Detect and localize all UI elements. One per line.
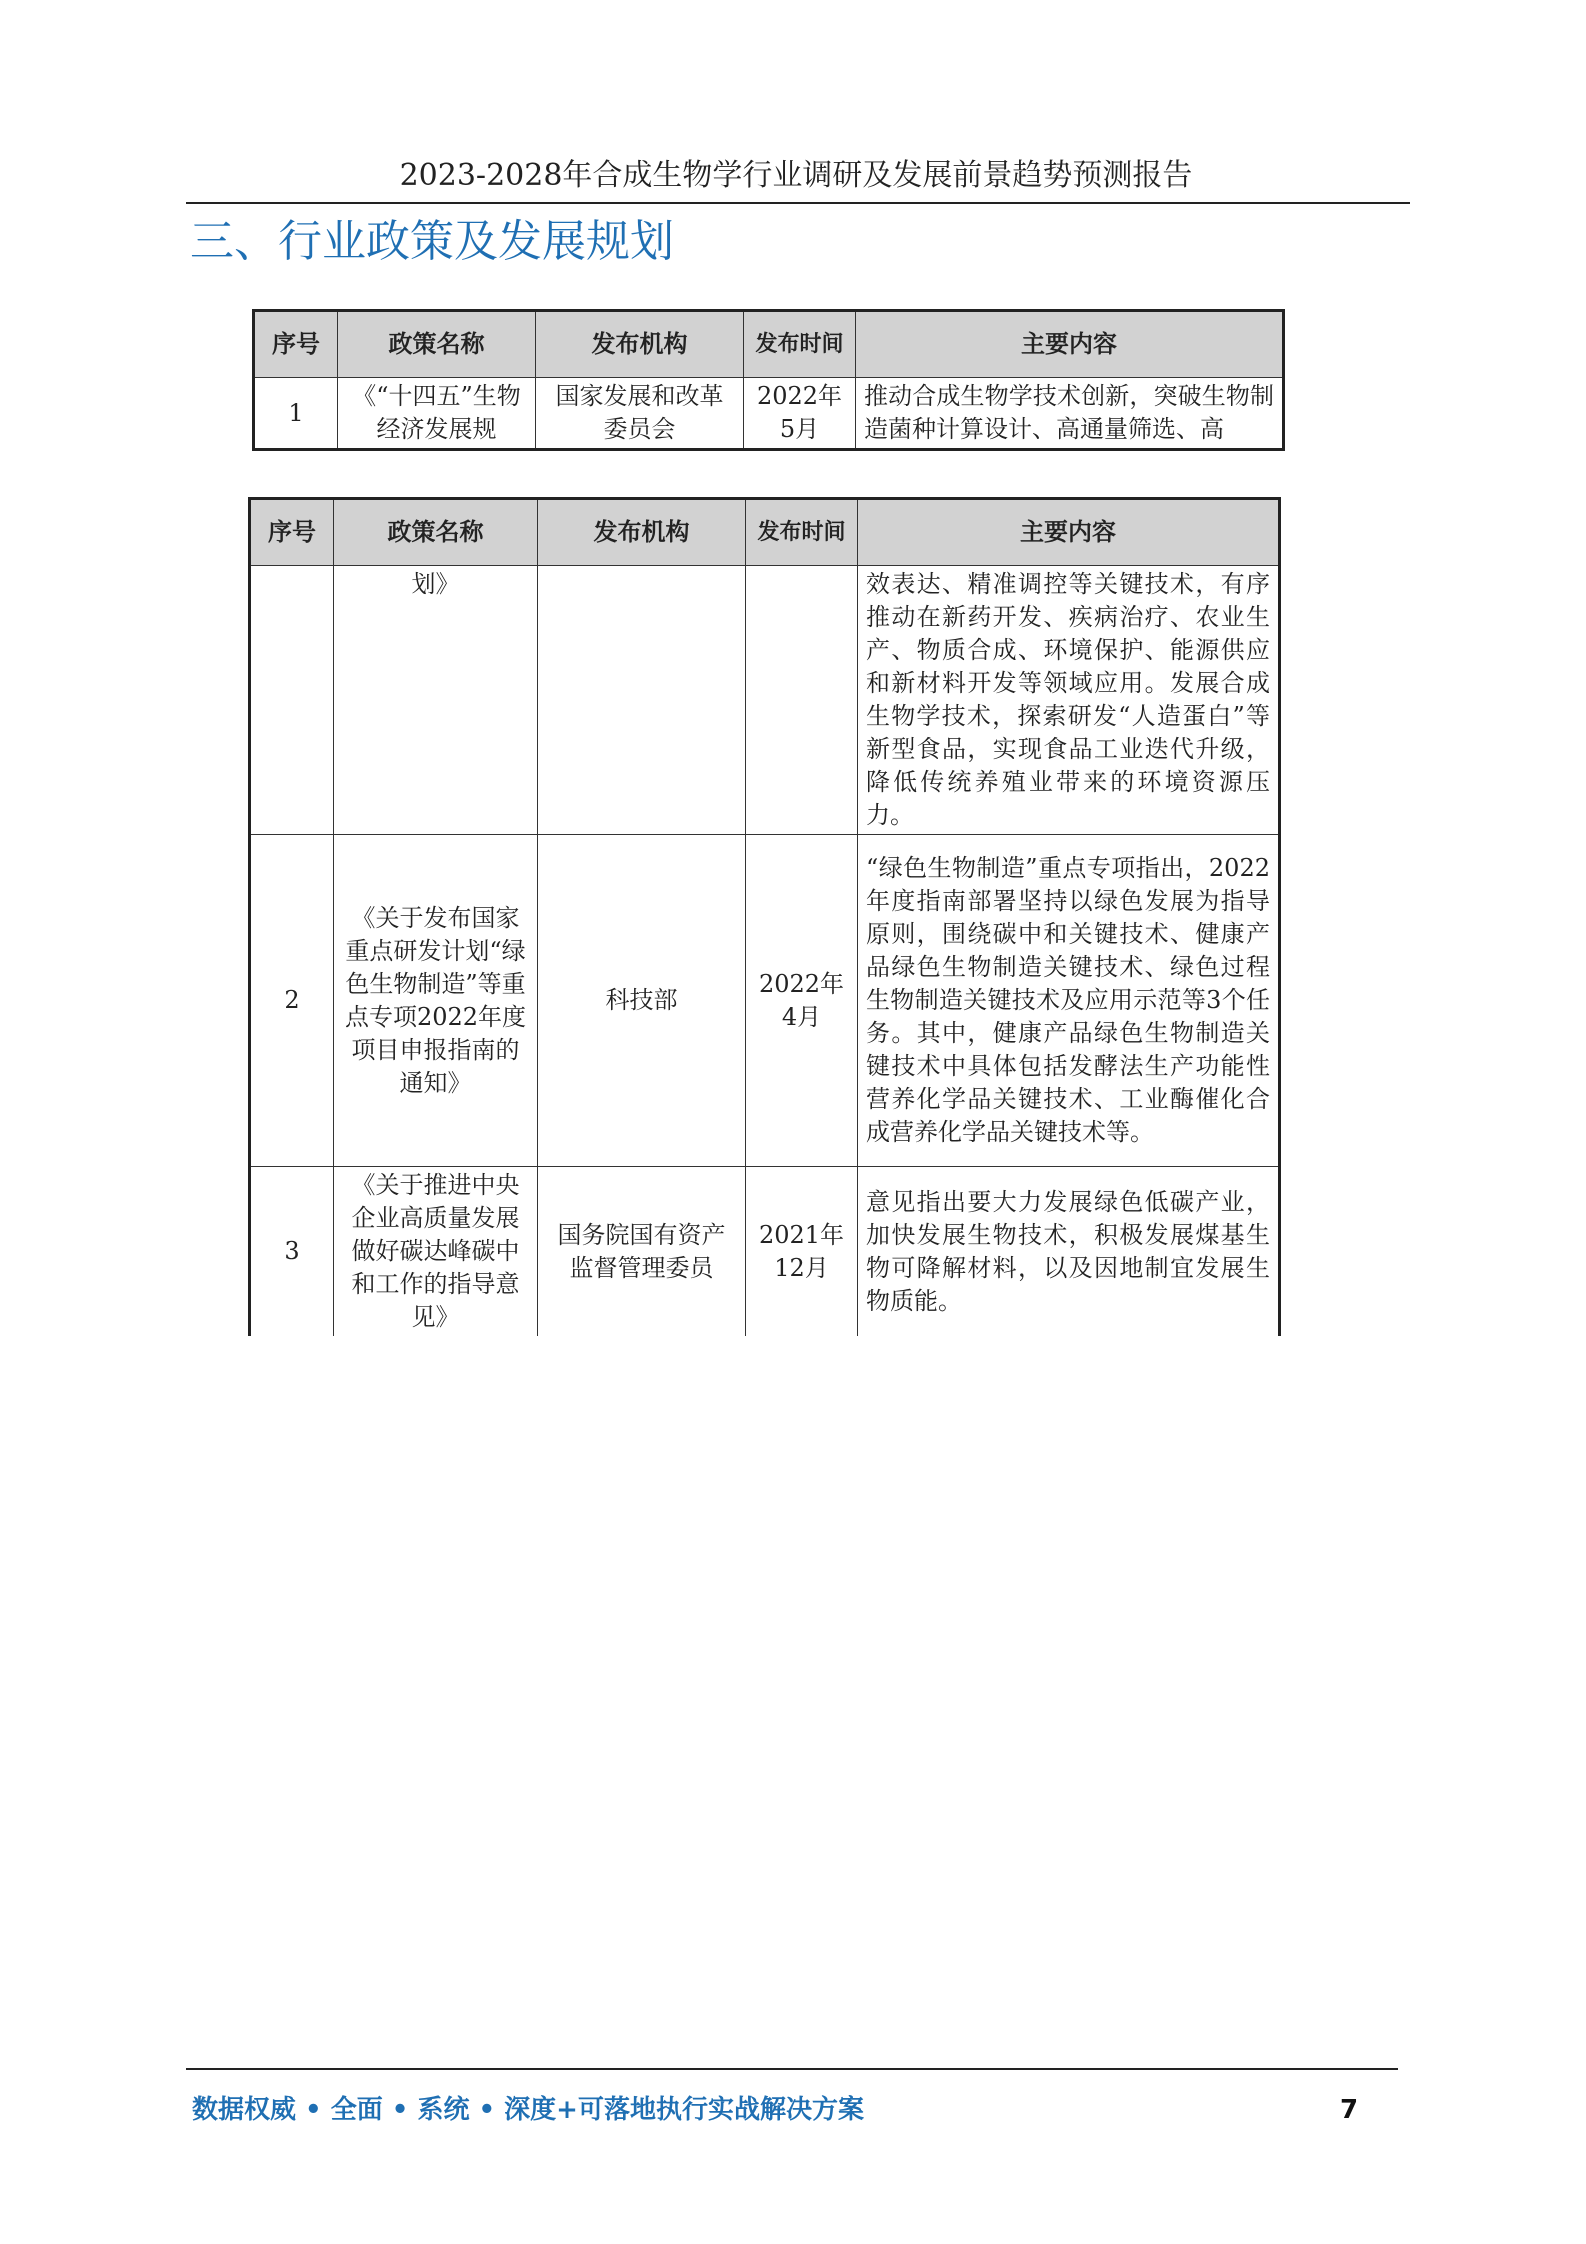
table-row <box>250 1167 1280 1337</box>
cell-no: 2 <box>250 835 334 1167</box>
cell-date: 2022年4月 <box>746 835 858 1167</box>
section-heading: 三、行业政策及发展规划 <box>190 216 674 267</box>
cell-date: 2021年12月 <box>746 1167 858 1337</box>
table-row <box>250 566 1280 835</box>
policy-table-part-1 <box>252 309 1285 451</box>
header-divider <box>186 202 1410 204</box>
policy-table-part-2 <box>248 497 1281 1336</box>
table-header-row <box>250 499 1280 566</box>
cell-name: 《关于推进中央企业高质量发展做好碳达峰碳中和工作的指导意见》 <box>334 1167 538 1337</box>
running-header: 2023-2028年合成生物学行业调研及发展前景趋势预测报告 <box>399 158 1193 193</box>
table-header-row <box>254 311 1284 378</box>
column-header-date: 发布时间 <box>746 499 858 566</box>
cell-content: “绿色生物制造”重点专项指出，2022年度指南部署坚持以绿色发展为指导原则，围绕碳中和关键技术、健康产品绿色生物制造关键技术、绿色过程生物制造关键技术及应用示范等3个任务。其中，健康产品绿色生物制造关键技术中具体包括发酵法生产功能性营养化学品关键技术、工业酶催化合成营养化学品关键技术等。 <box>858 835 1280 1167</box>
column-header-name: 政策名称 <box>334 499 538 566</box>
cell-no <box>250 566 334 835</box>
column-header-no: 序号 <box>250 499 334 566</box>
cell-no: 3 <box>250 1167 334 1337</box>
cell-content: 推动合成生物学技术创新，突破生物制造菌种计算设计、高通量筛选、高 <box>856 378 1284 450</box>
column-header-org: 发布机构 <box>538 499 746 566</box>
column-header-content: 主要内容 <box>858 499 1280 566</box>
column-header-date: 发布时间 <box>744 311 856 378</box>
cell-name: 划》 <box>334 566 538 835</box>
cell-content: 效表达、精准调控等关键技术，有序推动在新药开发、疾病治疗、农业生产、物质合成、环境保护、能源供应和新材料开发等领域应用。发展合成生物学技术，探索研发“人造蛋白”等新型食品，实现食品工业迭代升级，降低传统养殖业带来的环境资源压力。 <box>858 566 1280 835</box>
cell-org: 国务院国有资产监督管理委员 <box>538 1167 746 1337</box>
footer-divider <box>186 2068 1398 2070</box>
cell-org: 国家发展和改革委员会 <box>536 378 744 450</box>
footer-slogan: 数据权威 • 全面 • 系统 • 深度+可落地执行实战解决方案 <box>192 2095 864 2125</box>
column-header-name: 政策名称 <box>338 311 536 378</box>
table-row <box>250 835 1280 1167</box>
cell-name: 《关于发布国家重点研发计划“绿色生物制造”等重点专项2022年度项目申报指南的通知》 <box>334 835 538 1167</box>
cell-org <box>538 566 746 835</box>
column-header-content: 主要内容 <box>856 311 1284 378</box>
column-header-org: 发布机构 <box>536 311 744 378</box>
column-header-no: 序号 <box>254 311 338 378</box>
table-row <box>254 378 1284 450</box>
cell-date: 2022年5月 <box>744 378 856 450</box>
cell-content: 意见指出要大力发展绿色低碳产业，加快发展生物技术，积极发展煤基生物可降解材料，以及因地制宜发展生物质能。 <box>858 1167 1280 1337</box>
cell-date <box>746 566 858 835</box>
cell-org: 科技部 <box>538 835 746 1167</box>
cell-name: 《“十四五”生物经济发展规 <box>338 378 536 450</box>
page-number: 7 <box>1340 2095 1359 2125</box>
cell-no: 1 <box>254 378 338 450</box>
